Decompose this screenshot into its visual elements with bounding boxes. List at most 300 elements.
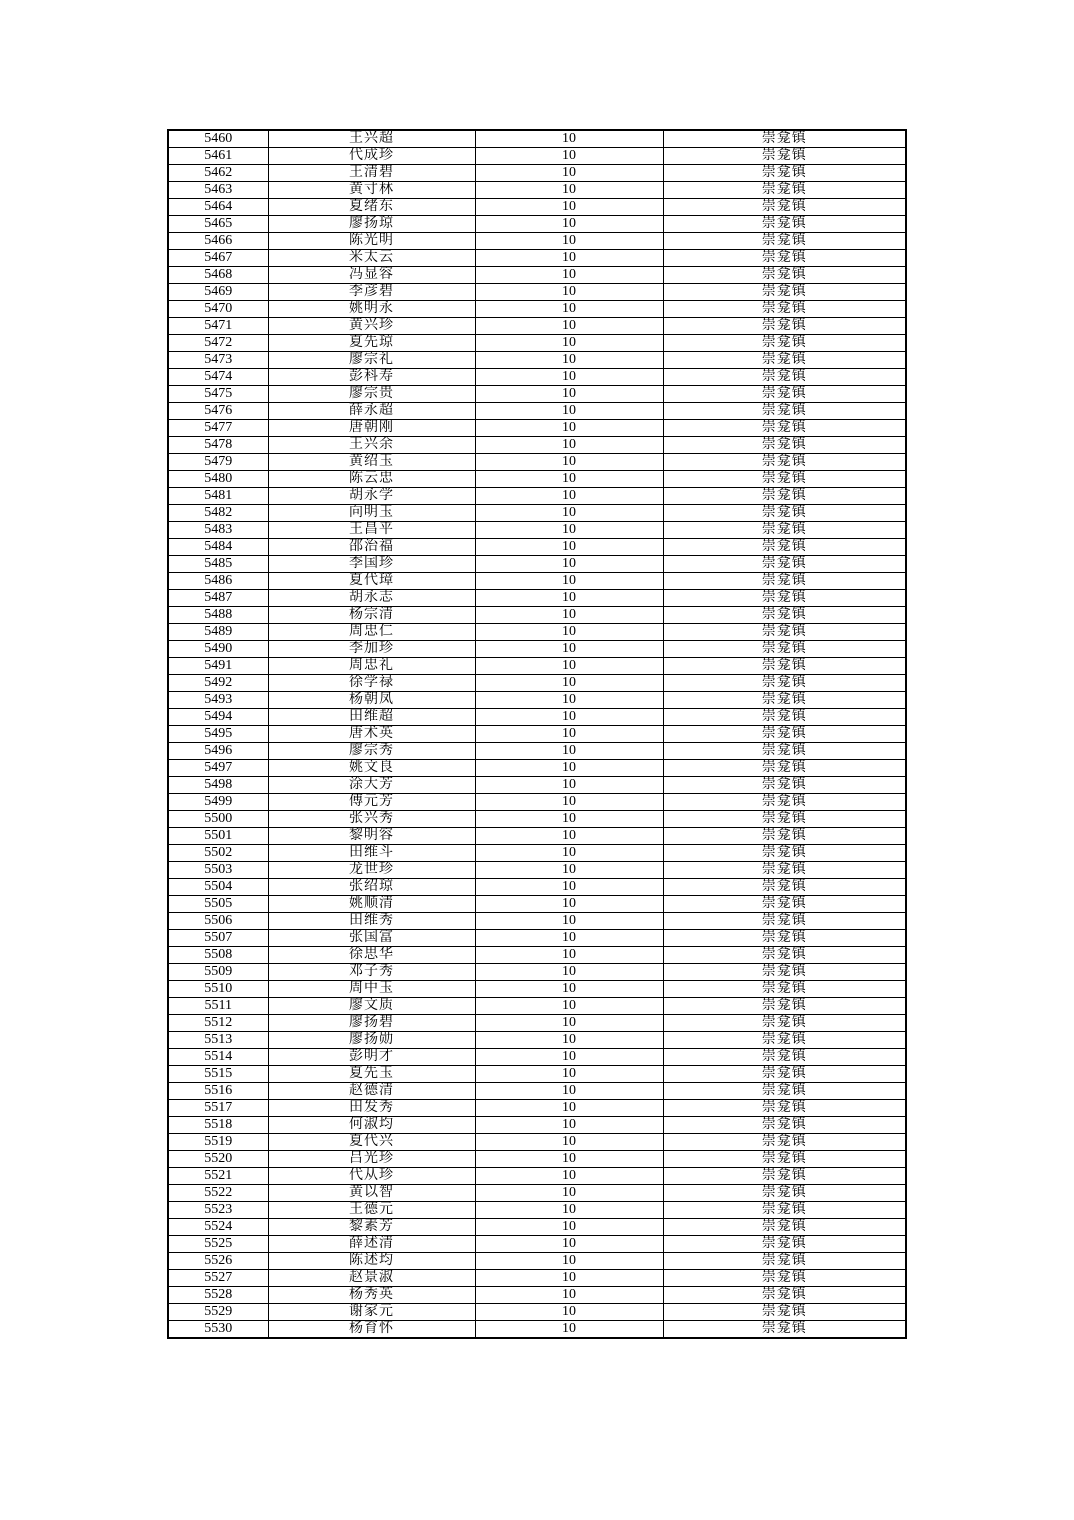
cell-amount: 10 xyxy=(475,1253,663,1270)
cell-serial-number: 5469 xyxy=(168,284,268,301)
cell-serial-number: 5461 xyxy=(168,148,268,165)
cell-serial-number: 5511 xyxy=(168,998,268,1015)
cell-town: 崇龛镇 xyxy=(663,301,906,318)
cell-person-name: 代成珍 xyxy=(268,148,475,165)
table-row xyxy=(168,199,906,216)
table-row xyxy=(168,675,906,692)
table-row xyxy=(168,471,906,488)
cell-serial-number: 5528 xyxy=(168,1287,268,1304)
table-row xyxy=(168,1270,906,1287)
cell-town: 崇龛镇 xyxy=(663,1032,906,1049)
table-row xyxy=(168,1253,906,1270)
cell-town: 崇龛镇 xyxy=(663,130,906,148)
cell-amount: 10 xyxy=(475,437,663,454)
table-row xyxy=(168,1185,906,1202)
cell-town: 崇龛镇 xyxy=(663,709,906,726)
table-row xyxy=(168,454,906,471)
table-row xyxy=(168,641,906,658)
cell-town: 崇龛镇 xyxy=(663,760,906,777)
table-row xyxy=(168,301,906,318)
table-row xyxy=(168,981,906,998)
cell-town: 崇龛镇 xyxy=(663,318,906,335)
cell-town: 崇龛镇 xyxy=(663,845,906,862)
table-row xyxy=(168,862,906,879)
cell-amount: 10 xyxy=(475,573,663,590)
cell-amount: 10 xyxy=(475,182,663,199)
cell-town: 崇龛镇 xyxy=(663,777,906,794)
cell-amount: 10 xyxy=(475,199,663,216)
table-row xyxy=(168,1015,906,1032)
cell-person-name: 夏代璋 xyxy=(268,573,475,590)
cell-serial-number: 5518 xyxy=(168,1117,268,1134)
table-row xyxy=(168,709,906,726)
cell-amount: 10 xyxy=(475,165,663,182)
cell-amount: 10 xyxy=(475,488,663,505)
cell-town: 崇龛镇 xyxy=(663,1066,906,1083)
cell-serial-number: 5507 xyxy=(168,930,268,947)
cell-serial-number: 5530 xyxy=(168,1321,268,1339)
cell-town: 崇龛镇 xyxy=(663,539,906,556)
cell-serial-number: 5508 xyxy=(168,947,268,964)
table-row xyxy=(168,1236,906,1253)
cell-serial-number: 5520 xyxy=(168,1151,268,1168)
cell-person-name: 周中玉 xyxy=(268,981,475,998)
cell-person-name: 廖扬碧 xyxy=(268,1015,475,1032)
cell-person-name: 彭科寿 xyxy=(268,369,475,386)
cell-person-name: 陈光明 xyxy=(268,233,475,250)
cell-town: 崇龛镇 xyxy=(663,675,906,692)
cell-serial-number: 5523 xyxy=(168,1202,268,1219)
cell-town: 崇龛镇 xyxy=(663,998,906,1015)
cell-serial-number: 5482 xyxy=(168,505,268,522)
cell-amount: 10 xyxy=(475,471,663,488)
cell-person-name: 吕光珍 xyxy=(268,1151,475,1168)
table-row xyxy=(168,1049,906,1066)
cell-town: 崇龛镇 xyxy=(663,454,906,471)
cell-serial-number: 5490 xyxy=(168,641,268,658)
cell-amount: 10 xyxy=(475,692,663,709)
cell-town: 崇龛镇 xyxy=(663,1287,906,1304)
cell-person-name: 邓子秀 xyxy=(268,964,475,981)
cell-town: 崇龛镇 xyxy=(663,1185,906,1202)
cell-amount: 10 xyxy=(475,845,663,862)
table-row xyxy=(168,522,906,539)
cell-serial-number: 5500 xyxy=(168,811,268,828)
cell-person-name: 唐朝刚 xyxy=(268,420,475,437)
cell-amount: 10 xyxy=(475,522,663,539)
cell-town: 崇龛镇 xyxy=(663,1151,906,1168)
cell-amount: 10 xyxy=(475,233,663,250)
table-row xyxy=(168,1134,906,1151)
cell-serial-number: 5505 xyxy=(168,896,268,913)
cell-town: 崇龛镇 xyxy=(663,726,906,743)
cell-town: 崇龛镇 xyxy=(663,862,906,879)
table-row xyxy=(168,216,906,233)
cell-person-name: 杨宗清 xyxy=(268,607,475,624)
cell-amount: 10 xyxy=(475,709,663,726)
table-row xyxy=(168,556,906,573)
cell-person-name: 廖扬勋 xyxy=(268,1032,475,1049)
cell-town: 崇龛镇 xyxy=(663,1049,906,1066)
cell-town: 崇龛镇 xyxy=(663,165,906,182)
cell-town: 崇龛镇 xyxy=(663,369,906,386)
cell-person-name: 周忠礼 xyxy=(268,658,475,675)
table-row xyxy=(168,335,906,352)
cell-town: 崇龛镇 xyxy=(663,1117,906,1134)
cell-serial-number: 5468 xyxy=(168,267,268,284)
cell-serial-number: 5473 xyxy=(168,352,268,369)
table-row xyxy=(168,573,906,590)
cell-amount: 10 xyxy=(475,386,663,403)
cell-amount: 10 xyxy=(475,284,663,301)
table-row xyxy=(168,828,906,845)
cell-serial-number: 5529 xyxy=(168,1304,268,1321)
table-row xyxy=(168,947,906,964)
cell-town: 崇龛镇 xyxy=(663,573,906,590)
cell-person-name: 何淑均 xyxy=(268,1117,475,1134)
cell-person-name: 胡永学 xyxy=(268,488,475,505)
cell-town: 崇龛镇 xyxy=(663,879,906,896)
cell-serial-number: 5498 xyxy=(168,777,268,794)
cell-serial-number: 5460 xyxy=(168,130,268,148)
cell-serial-number: 5501 xyxy=(168,828,268,845)
table-row xyxy=(168,130,906,148)
table-row xyxy=(168,743,906,760)
cell-town: 崇龛镇 xyxy=(663,352,906,369)
cell-town: 崇龛镇 xyxy=(663,1083,906,1100)
table-row xyxy=(168,692,906,709)
table-row xyxy=(168,1219,906,1236)
cell-person-name: 廖扬琼 xyxy=(268,216,475,233)
cell-serial-number: 5477 xyxy=(168,420,268,437)
cell-serial-number: 5463 xyxy=(168,182,268,199)
cell-amount: 10 xyxy=(475,675,663,692)
cell-person-name: 廖宗贵 xyxy=(268,386,475,403)
cell-amount: 10 xyxy=(475,726,663,743)
cell-town: 崇龛镇 xyxy=(663,1015,906,1032)
table-row xyxy=(168,250,906,267)
cell-amount: 10 xyxy=(475,335,663,352)
cell-amount: 10 xyxy=(475,794,663,811)
table-row xyxy=(168,964,906,981)
cell-serial-number: 5491 xyxy=(168,658,268,675)
cell-serial-number: 5467 xyxy=(168,250,268,267)
cell-amount: 10 xyxy=(475,1321,663,1339)
cell-serial-number: 5488 xyxy=(168,607,268,624)
cell-person-name: 薛永超 xyxy=(268,403,475,420)
cell-serial-number: 5474 xyxy=(168,369,268,386)
cell-town: 崇龛镇 xyxy=(663,182,906,199)
table-row xyxy=(168,1304,906,1321)
cell-town: 崇龛镇 xyxy=(663,505,906,522)
cell-amount: 10 xyxy=(475,1202,663,1219)
table-row xyxy=(168,1100,906,1117)
cell-serial-number: 5478 xyxy=(168,437,268,454)
cell-amount: 10 xyxy=(475,1185,663,1202)
cell-person-name: 李彦碧 xyxy=(268,284,475,301)
cell-town: 崇龛镇 xyxy=(663,420,906,437)
cell-serial-number: 5483 xyxy=(168,522,268,539)
cell-person-name: 彭明才 xyxy=(268,1049,475,1066)
cell-person-name: 姚明永 xyxy=(268,301,475,318)
cell-amount: 10 xyxy=(475,1032,663,1049)
cell-person-name: 夏先琼 xyxy=(268,335,475,352)
cell-amount: 10 xyxy=(475,420,663,437)
cell-town: 崇龛镇 xyxy=(663,471,906,488)
cell-town: 崇龛镇 xyxy=(663,233,906,250)
cell-town: 崇龛镇 xyxy=(663,590,906,607)
cell-town: 崇龛镇 xyxy=(663,386,906,403)
cell-amount: 10 xyxy=(475,539,663,556)
cell-person-name: 赵德清 xyxy=(268,1083,475,1100)
cell-town: 崇龛镇 xyxy=(663,488,906,505)
cell-amount: 10 xyxy=(475,1066,663,1083)
cell-person-name: 唐术英 xyxy=(268,726,475,743)
cell-person-name: 田维斗 xyxy=(268,845,475,862)
cell-serial-number: 5466 xyxy=(168,233,268,250)
cell-serial-number: 5516 xyxy=(168,1083,268,1100)
cell-serial-number: 5526 xyxy=(168,1253,268,1270)
cell-town: 崇龛镇 xyxy=(663,692,906,709)
table-row xyxy=(168,760,906,777)
cell-person-name: 黄以智 xyxy=(268,1185,475,1202)
table-row xyxy=(168,658,906,675)
cell-person-name: 米太云 xyxy=(268,250,475,267)
cell-town: 崇龛镇 xyxy=(663,811,906,828)
cell-amount: 10 xyxy=(475,1100,663,1117)
cell-town: 崇龛镇 xyxy=(663,1100,906,1117)
cell-amount: 10 xyxy=(475,828,663,845)
cell-person-name: 姚文良 xyxy=(268,760,475,777)
table-row xyxy=(168,913,906,930)
cell-serial-number: 5485 xyxy=(168,556,268,573)
cell-serial-number: 5514 xyxy=(168,1049,268,1066)
cell-person-name: 田发秀 xyxy=(268,1100,475,1117)
table-row xyxy=(168,386,906,403)
cell-person-name: 代从珍 xyxy=(268,1168,475,1185)
table-row xyxy=(168,896,906,913)
table-row xyxy=(168,403,906,420)
cell-amount: 10 xyxy=(475,981,663,998)
cell-person-name: 夏绪东 xyxy=(268,199,475,216)
cell-town: 崇龛镇 xyxy=(663,522,906,539)
cell-person-name: 涂大芳 xyxy=(268,777,475,794)
table-row xyxy=(168,1321,906,1339)
cell-town: 崇龛镇 xyxy=(663,641,906,658)
table-row xyxy=(168,148,906,165)
cell-serial-number: 5519 xyxy=(168,1134,268,1151)
cell-serial-number: 5522 xyxy=(168,1185,268,1202)
cell-person-name: 姚顺清 xyxy=(268,896,475,913)
table-row xyxy=(168,1287,906,1304)
table-body xyxy=(168,130,906,1338)
cell-serial-number: 5470 xyxy=(168,301,268,318)
cell-amount: 10 xyxy=(475,318,663,335)
cell-person-name: 王兴超 xyxy=(268,130,475,148)
cell-person-name: 王昌平 xyxy=(268,522,475,539)
cell-town: 崇龛镇 xyxy=(663,216,906,233)
cell-person-name: 夏先玉 xyxy=(268,1066,475,1083)
cell-amount: 10 xyxy=(475,1270,663,1287)
cell-amount: 10 xyxy=(475,505,663,522)
table-row xyxy=(168,1168,906,1185)
table-row xyxy=(168,777,906,794)
cell-amount: 10 xyxy=(475,1219,663,1236)
cell-serial-number: 5464 xyxy=(168,199,268,216)
table-row xyxy=(168,590,906,607)
cell-serial-number: 5493 xyxy=(168,692,268,709)
cell-person-name: 薛述清 xyxy=(268,1236,475,1253)
cell-serial-number: 5494 xyxy=(168,709,268,726)
cell-town: 崇龛镇 xyxy=(663,964,906,981)
cell-amount: 10 xyxy=(475,777,663,794)
table-row xyxy=(168,267,906,284)
cell-town: 崇龛镇 xyxy=(663,1321,906,1339)
cell-person-name: 胡永志 xyxy=(268,590,475,607)
cell-person-name: 夏代兴 xyxy=(268,1134,475,1151)
cell-person-name: 黄绍玉 xyxy=(268,454,475,471)
table-row xyxy=(168,794,906,811)
cell-town: 崇龛镇 xyxy=(663,624,906,641)
table-row xyxy=(168,488,906,505)
cell-amount: 10 xyxy=(475,641,663,658)
table-row xyxy=(168,624,906,641)
cell-amount: 10 xyxy=(475,624,663,641)
table-row xyxy=(168,233,906,250)
cell-town: 崇龛镇 xyxy=(663,199,906,216)
cell-serial-number: 5486 xyxy=(168,573,268,590)
table-row xyxy=(168,726,906,743)
cell-serial-number: 5492 xyxy=(168,675,268,692)
cell-amount: 10 xyxy=(475,590,663,607)
cell-serial-number: 5499 xyxy=(168,794,268,811)
subsidy-table xyxy=(167,129,907,1339)
cell-serial-number: 5462 xyxy=(168,165,268,182)
cell-person-name: 张绍琼 xyxy=(268,879,475,896)
cell-serial-number: 5472 xyxy=(168,335,268,352)
cell-serial-number: 5509 xyxy=(168,964,268,981)
table-row xyxy=(168,998,906,1015)
cell-person-name: 黄兴珍 xyxy=(268,318,475,335)
cell-town: 崇龛镇 xyxy=(663,437,906,454)
cell-amount: 10 xyxy=(475,130,663,148)
cell-person-name: 徐思华 xyxy=(268,947,475,964)
cell-amount: 10 xyxy=(475,913,663,930)
cell-serial-number: 5517 xyxy=(168,1100,268,1117)
cell-person-name: 廖文质 xyxy=(268,998,475,1015)
cell-serial-number: 5480 xyxy=(168,471,268,488)
cell-amount: 10 xyxy=(475,216,663,233)
cell-amount: 10 xyxy=(475,607,663,624)
cell-amount: 10 xyxy=(475,1151,663,1168)
table-row xyxy=(168,1032,906,1049)
cell-person-name: 黄寸林 xyxy=(268,182,475,199)
cell-serial-number: 5489 xyxy=(168,624,268,641)
cell-amount: 10 xyxy=(475,1304,663,1321)
cell-amount: 10 xyxy=(475,1015,663,1032)
cell-amount: 10 xyxy=(475,879,663,896)
table-row xyxy=(168,607,906,624)
cell-person-name: 杨朝凤 xyxy=(268,692,475,709)
cell-amount: 10 xyxy=(475,658,663,675)
cell-person-name: 王清碧 xyxy=(268,165,475,182)
cell-amount: 10 xyxy=(475,250,663,267)
table-row xyxy=(168,811,906,828)
cell-person-name: 陈述均 xyxy=(268,1253,475,1270)
cell-amount: 10 xyxy=(475,301,663,318)
cell-person-name: 廖宗礼 xyxy=(268,352,475,369)
cell-amount: 10 xyxy=(475,1236,663,1253)
cell-town: 崇龛镇 xyxy=(663,148,906,165)
table-row xyxy=(168,182,906,199)
cell-amount: 10 xyxy=(475,352,663,369)
table-row xyxy=(168,165,906,182)
table-row xyxy=(168,1066,906,1083)
cell-town: 崇龛镇 xyxy=(663,1304,906,1321)
cell-amount: 10 xyxy=(475,1049,663,1066)
cell-amount: 10 xyxy=(475,862,663,879)
cell-amount: 10 xyxy=(475,1117,663,1134)
cell-person-name: 龙世珍 xyxy=(268,862,475,879)
cell-person-name: 邵治福 xyxy=(268,539,475,556)
cell-amount: 10 xyxy=(475,556,663,573)
cell-person-name: 陈云忠 xyxy=(268,471,475,488)
cell-person-name: 黎素芳 xyxy=(268,1219,475,1236)
cell-person-name: 谢家元 xyxy=(268,1304,475,1321)
cell-person-name: 傅元芳 xyxy=(268,794,475,811)
cell-person-name: 李国珍 xyxy=(268,556,475,573)
cell-serial-number: 5506 xyxy=(168,913,268,930)
cell-serial-number: 5502 xyxy=(168,845,268,862)
cell-town: 崇龛镇 xyxy=(663,930,906,947)
table-row xyxy=(168,879,906,896)
cell-town: 崇龛镇 xyxy=(663,335,906,352)
table-row xyxy=(168,352,906,369)
cell-person-name: 王兴余 xyxy=(268,437,475,454)
cell-town: 崇龛镇 xyxy=(663,794,906,811)
cell-amount: 10 xyxy=(475,267,663,284)
table-row xyxy=(168,420,906,437)
cell-serial-number: 5513 xyxy=(168,1032,268,1049)
cell-serial-number: 5481 xyxy=(168,488,268,505)
table-row xyxy=(168,318,906,335)
table-row xyxy=(168,505,906,522)
cell-person-name: 徐学禄 xyxy=(268,675,475,692)
cell-serial-number: 5515 xyxy=(168,1066,268,1083)
cell-amount: 10 xyxy=(475,1168,663,1185)
cell-serial-number: 5484 xyxy=(168,539,268,556)
cell-amount: 10 xyxy=(475,896,663,913)
cell-serial-number: 5495 xyxy=(168,726,268,743)
cell-person-name: 李加珍 xyxy=(268,641,475,658)
cell-town: 崇龛镇 xyxy=(663,556,906,573)
cell-town: 崇龛镇 xyxy=(663,607,906,624)
cell-person-name: 向明玉 xyxy=(268,505,475,522)
cell-person-name: 田维秀 xyxy=(268,913,475,930)
table-row xyxy=(168,930,906,947)
cell-serial-number: 5512 xyxy=(168,1015,268,1032)
cell-serial-number: 5465 xyxy=(168,216,268,233)
cell-town: 崇龛镇 xyxy=(663,896,906,913)
cell-amount: 10 xyxy=(475,743,663,760)
cell-person-name: 张国富 xyxy=(268,930,475,947)
cell-town: 崇龛镇 xyxy=(663,947,906,964)
cell-serial-number: 5521 xyxy=(168,1168,268,1185)
cell-serial-number: 5475 xyxy=(168,386,268,403)
cell-serial-number: 5496 xyxy=(168,743,268,760)
cell-person-name: 周忠仁 xyxy=(268,624,475,641)
cell-person-name: 冯显容 xyxy=(268,267,475,284)
